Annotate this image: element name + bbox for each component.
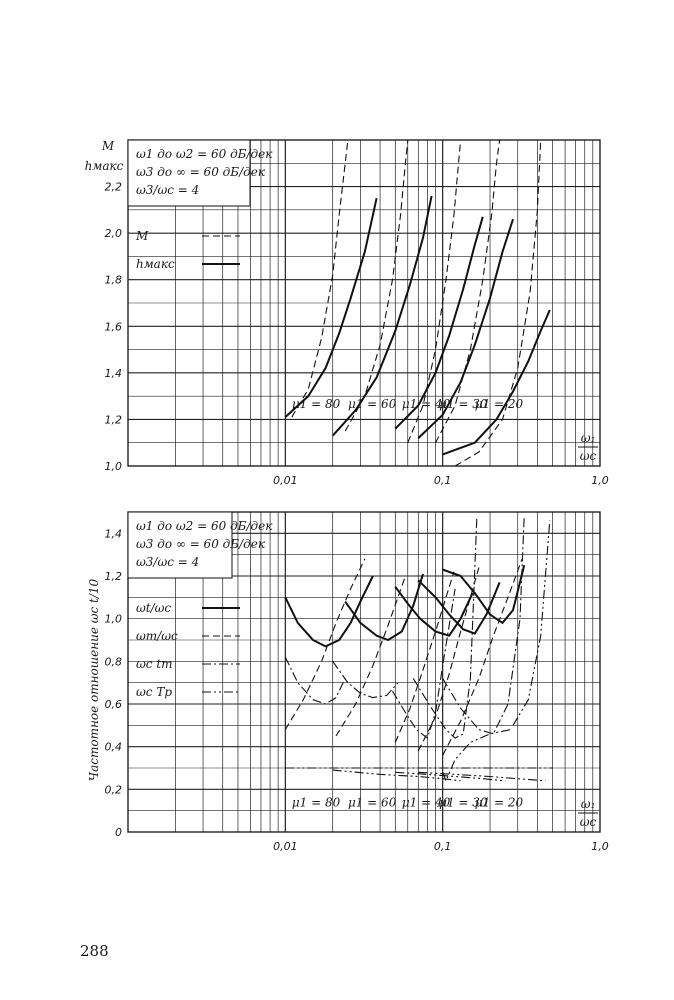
condition-text: ω3/ωc = 4 (136, 183, 200, 197)
series-line-dash-dot-dot-120 (443, 730, 511, 781)
condition-text: ω3 до ∞ = 60 дБ/дек (136, 165, 265, 179)
x-axis-label-num: ω₁ (580, 431, 596, 445)
curve-label: μ1 = 80 (291, 795, 341, 810)
y-tick-label: 1,0 (104, 612, 122, 626)
condition-text: ω1 до ω2 = 60 дБ/дек (136, 147, 273, 161)
page-number: 288 (80, 942, 109, 960)
y-tick-label: 1,4 (104, 366, 122, 380)
y-tick-label: 0,4 (104, 740, 122, 754)
y-tick-label: 1,4 (104, 527, 122, 541)
series-line-solid-180 (285, 576, 373, 646)
series-line-dash-dot-dot-130 (418, 772, 545, 781)
y-axis-label-ratio: Частотное отношение ωc t/10 (87, 578, 101, 782)
series-line-dash-dot-180 (285, 657, 345, 704)
x-tick-label: 0,01 (273, 474, 298, 487)
series-line-dash-dot-160 (333, 661, 398, 697)
x-axis-label-num: ω₁ (580, 797, 596, 811)
y-tick-label: 0,2 (104, 783, 122, 797)
condition-text: ω1 до ω2 = 60 дБ/дек (136, 519, 273, 533)
x-tick-label: 1,0 (591, 840, 609, 853)
condition-text: ω3/ωc = 4 (136, 555, 200, 569)
y-axis-label-hmax: hмакс (84, 159, 124, 173)
y-axis-label-m: M (101, 139, 115, 153)
legend-label: hмакс (136, 257, 175, 271)
curve-label: μ1 = 40 (401, 795, 451, 810)
condition-text: ω3 до ∞ = 60 дБ/дек (136, 537, 265, 551)
x-axis-label (578, 431, 598, 463)
chart-top-m-hmax (85, 139, 609, 487)
series-line-solid-120 (443, 565, 525, 623)
y-tick-label: 1,2 (104, 570, 122, 583)
legend-label: ωm/ωc (136, 629, 178, 643)
curve-label: μ1 = 30 (439, 396, 488, 411)
series-line-solid-130 (418, 580, 499, 633)
series-line-dashed-120 (443, 559, 522, 755)
chart-bottom-frequency-ratio (87, 512, 609, 853)
x-axis-label-den: ωc (579, 815, 597, 829)
legend-label: ωc tm (136, 657, 173, 671)
x-axis-label-den: ωc (579, 449, 597, 463)
curve-label: μ1 = 30 (439, 795, 488, 810)
curve-label: μ1 = 20 (474, 795, 524, 810)
x-axis-label (578, 797, 598, 829)
x-tick-label: 0,01 (273, 840, 298, 853)
x-tick-label: 1,0 (591, 474, 609, 487)
x-tick-label: 0,1 (433, 840, 452, 853)
y-tick-label: 0,8 (104, 655, 122, 669)
y-tick-label: 1,6 (104, 320, 122, 334)
y-tick-label: 1,8 (104, 273, 122, 287)
y-tick-label: 1,0 (104, 460, 122, 473)
x-tick-label: 0,1 (433, 474, 452, 487)
legend-label: M (136, 229, 149, 243)
series-line-dash-dot-120 (443, 516, 525, 734)
curve-label: μ1 = 40 (401, 396, 451, 411)
series-line-dash-dot-dot-120 (513, 521, 550, 726)
curve-label: μ1 = 20 (474, 396, 524, 411)
y-tick-label: 0,6 (104, 698, 122, 711)
legend-label: ωc Tp (136, 685, 173, 699)
y-tick-label: 2,0 (104, 227, 122, 241)
curve-label: μ1 = 80 (291, 396, 341, 411)
curve-label: μ1 = 60 (347, 396, 397, 411)
series-line-solid-180 (285, 198, 376, 417)
y-tick-label: 1,2 (104, 413, 122, 427)
curve-label: μ1 = 60 (347, 795, 397, 810)
series-line-solid-120 (443, 310, 550, 454)
y-tick-label: 2,2 (104, 180, 122, 194)
grid-vertical (175, 512, 592, 832)
legend-label: ωt/ωc (136, 601, 172, 615)
y-tick-label: 0 (115, 826, 122, 839)
